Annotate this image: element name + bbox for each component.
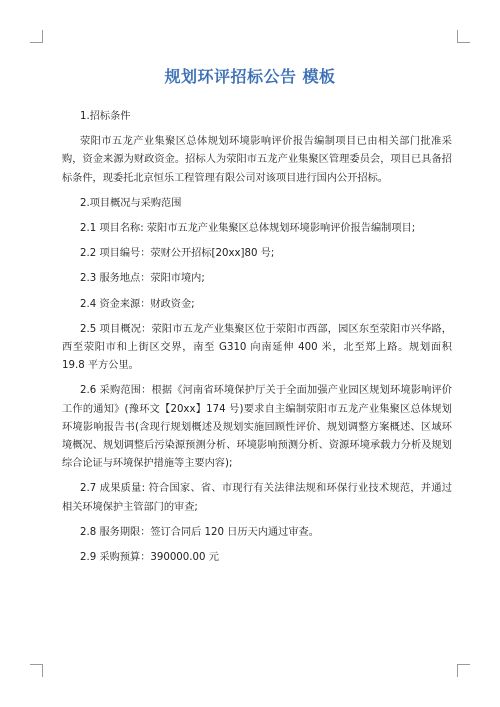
crop-mark-top-right <box>457 30 470 43</box>
item-service-location: 2.3 服务地点：荥阳市境内; <box>80 273 205 285</box>
document-title: 规划环评招标公告 模板 <box>164 67 336 86</box>
item-project-name: 2.1 项目名称: 荥阳市五龙产业集聚区总体规划环境影响评价报告编制项目; <box>80 223 416 235</box>
section-heading-1: 1.招标条件 <box>80 111 131 122</box>
item-project-number: 2.2 项目编号：荥财公开招标[20xx]80 号; <box>80 248 275 260</box>
document-body <box>62 108 452 574</box>
section-heading-2: 2.项目概况与采购范围 <box>80 197 182 209</box>
item-fund-source: 2.4 资金来源：财政资金; <box>80 298 195 310</box>
item-service-period: 2.8 服务期限：签订合同后 120 日历天内通过审查。 <box>80 526 319 538</box>
item-budget: 2.9 采购预算：390000.00 元 <box>80 552 219 564</box>
item-project-overview: 2.5 项目概况：荥阳市五龙产业集聚区位于荥阳市西部，园区东至荥阳市兴华路，西至荥阳市和上街区交界，南至 G310 向南延伸 400 米，北至郑上路。规划面积 19.8 平方公里。 <box>62 323 452 372</box>
paragraph-tender-conditions: 荥阳市五龙产业集聚区总体规划环境影响评价报告编制项目已由相关部门批准采购，资金来源为财政资金。招标人为荥阳市五龙产业集聚区管理委员会，项目已具备招标条件，现委托北京恒乐工程管理有限公司对该项目进行国内公开招标。 <box>62 136 452 184</box>
crop-mark-bottom-right <box>457 664 470 677</box>
crop-mark-bottom-left <box>30 664 43 677</box>
item-quality: 2.7 成果质量: 符合国家、省、市现行有关法律法规和环保行业技术规范，并通过相关环境保护主管部门的审查; <box>62 483 452 513</box>
crop-mark-top-left <box>30 30 43 43</box>
item-procurement-scope: 2.6 采购范围：根据《河南省环境保护厅关于全面加强产业园区规划环境影响评价工作的通知》(豫环文【20xx】174 号)要求自主编制荥阳市五龙产业集聚区总体规划环境影响报告书(含现行规划概述及规划实施回顾性评价、规划调整方案概述、区域环境概况、规划调整后污染源预测分析、环境影响预测分析、资源环境承载力分析及规划综合论证与环境保护措施等主要内容); <box>62 385 452 470</box>
